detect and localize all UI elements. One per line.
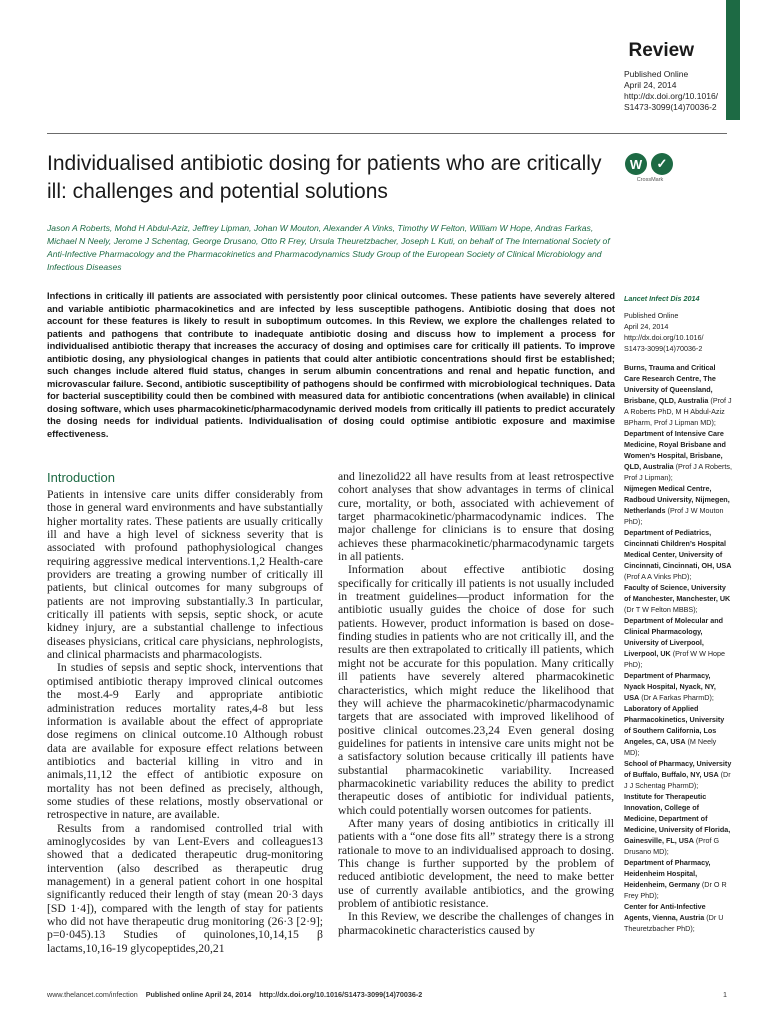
- journal-accent-bar: [726, 0, 740, 120]
- body-paragraph: After many years of dosing antibiotics in critically ill patients with a “one dose fits all” strategy there is a strong rationale to move to an individualised approach to dosing. This change is further supported by the problem of reduced antibiotic development, the need to make better use of currently available antibiotics, and the growing problem of antibiotic resistance.: [338, 816, 614, 910]
- affiliation-entry: [624, 615, 732, 670]
- affiliation-people: (Prof W W Hope PhD);: [624, 649, 726, 669]
- affiliation-people: (Prof G Drusano MD);: [624, 836, 720, 856]
- affiliation-people: (Prof A A Vinks PhD);: [624, 572, 692, 581]
- body-paragraph: Patients in intensive care units differ considerably from those in general ward environments and have substantially higher mortality rates. These patients are usually critically ill and have a high level of sickness severity that is associated with profound pathophysiological changes requiring aggressive medical interventions.1,2 Health-care providers are treating a growing number of critically ill patients, but clinical outcomes for many subgroups of patients are not improving substantially.3 In particular, critically ill patients with sepsis, septic shock, or acute kidney injury, are a substantial challenge to infectious diseases physicians, critical care physicians, nephrologists, and clinical pharmacists and pharmacologists.: [47, 488, 323, 662]
- affiliation-people: (Dr U Theuretzbacher PhD);: [624, 913, 724, 933]
- body-paragraph: and linezolid22 all have results from at least retrospective cohort analyses that show advantages in terms of clinical cure, mortality, or both, associated with achievement of target pharmacokinetic/pharmacodynamic indices. The major challenge for clinicians is to ensure that dosing achieves these pharmacokinetic/pharmacodynamic targets in all patients.: [338, 470, 614, 564]
- affiliation-institution: Laboratory of Applied Pharmacokinetics, University of Southern California, Los Angeles, CA, USA: [624, 704, 725, 746]
- page-footer: [47, 990, 727, 999]
- footer-doi-link[interactable]: http://dx.doi.org/10.1016/S1473-3099(14)70036-2: [259, 990, 423, 999]
- introduction-heading: Introduction: [47, 470, 115, 485]
- footer-site-link[interactable]: www.thelancet.com/infection: [47, 990, 138, 999]
- affiliation-entry: [624, 670, 732, 703]
- published-line: Published Online: [624, 311, 679, 320]
- crossmark-badge[interactable]: [625, 153, 675, 183]
- affiliation-people: (Dr O R Frey PhD);: [624, 880, 727, 900]
- doi-link[interactable]: http://dx.doi.org/10.1016/: [624, 333, 704, 342]
- body-paragraph: In studies of sepsis and septic shock, interventions that optimised antibiotic therapy improved clinical outcomes the most.4-9 Early and appropriate antibiotic administration reduces mortality rates,4-8 but less information is available about the effect of appropriate dose regimens on clinical outcome.10 Although robust data are available for exposure effect relations between antibiotics and bacterial killing in vitro and in animals,11,12 the effect of antibiotic exposure on mortality has not been defined as precisely, although, some studies of these relations, mostly observational or retrospective in nature, are available.: [47, 661, 323, 822]
- published-info: [624, 310, 732, 354]
- affiliation-institution: Burns, Trauma and Critical Care Research Centre, The University of Queensland, Brisbane, QLD, Australia: [624, 363, 716, 405]
- affiliation-entry: [624, 901, 732, 934]
- open-access-icon: W: [625, 153, 647, 175]
- affiliation-institution: Department of Pharmacy, Heidenheim Hospital, Heidenheim, Germany: [624, 858, 711, 889]
- affiliation-institution: Department of Pharmacy, Nyack Hospital, Nyack, NY, USA: [624, 671, 716, 702]
- affiliation-institution: Center for Anti-Infective Agents, Vienna, Austria: [624, 902, 706, 922]
- article-title: Individualised antibiotic dosing for patients who are critically ill: challenges and potential solutions: [47, 152, 602, 203]
- affiliation-people: (Dr J J Schentag PharmD);: [624, 770, 731, 790]
- published-line: April 24, 2014: [624, 322, 669, 331]
- affiliation-institution: Nijmegen Medical Centre, Radboud University, Nijmegen, Netherlands: [624, 484, 730, 515]
- author-list: Jason A Roberts, Mohd H Abdul-Aziz, Jeffrey Lipman, Johan W Mouton, Alexander A Vinks, Timothy W Felton, William W Hope, Andras Farkas, Michael N Neely, Jerome J Schentag, George Drusano, Otto R Frey, Ursula Theuretzbacher, Joseph L Kuti, on behalf of The International Society of Anti-Infective Pharmacology and the Pharmacokinetics and Pharmacodynamics Study Group of the European Society of Clinical Microbiology and Infectious Diseases: [47, 223, 610, 272]
- top-meta-line: April 24, 2014: [624, 80, 677, 90]
- affiliation-people: (Prof J W Mouton PhD);: [624, 506, 724, 526]
- affiliation-people: (Dr A Farkas PharmD);: [641, 693, 714, 702]
- affiliation-people: (Prof J A Roberts, Prof J Lipman);: [624, 462, 732, 482]
- section-label: Review: [628, 40, 694, 61]
- body-column-1: [47, 470, 323, 955]
- top-meta-line: http://dx.doi.org/10.1016/: [624, 91, 719, 101]
- crossmark-label: CrossMark: [636, 177, 664, 183]
- affiliation-institution: Department of Intensive Care Medicine, Royal Brisbane and Women’s Hospital, Brisbane, QLD, Australia: [624, 429, 726, 471]
- affiliations: [624, 362, 732, 934]
- affiliation-institution: Department of Pediatrics, Cincinnati Children’s Hospital Medical Center, University of Cincinnati, Cincinnati, OH, USA: [624, 528, 732, 570]
- body-column-2: [338, 470, 614, 937]
- body-paragraph: Information about effective antibiotic dosing specifically for critically ill patients is not usually included in treatment guidelines—product information for the antibiotic usually guides the choice of dose for such patients. However, product information is based on dose-finding studies in patients who are not critically ill, and the results are then extrapolated to critically ill patients, which might not be accurate for this population. Many critically ill patients have severely altered pharmacokinetic characteristics, which might reduce the likelihood that they will achieve the pharmacokinetic/pharmacodynamic targets that are associated with improved likelihood of positive clinical outcomes.23,24 Even general dosing guidelines for patients in intensive care units might not be a satisfactory solution because critically ill patients have substantial pharmacokinetic variability. Increased pharmacokinetic variability reduces the ability to predict therapeutic doses of antibiotic for individual patients, which could potentially worsen outcomes for patients.: [338, 563, 614, 817]
- affiliation-entry: [624, 527, 732, 582]
- affiliation-entry: [624, 428, 732, 483]
- affiliation-people: (Dr T W Felton MBBS);: [624, 605, 698, 614]
- affiliation-entry: [624, 362, 732, 428]
- crossmark-icon: ✓: [651, 153, 673, 175]
- page-number: 1: [723, 990, 727, 999]
- sidebar: [624, 293, 732, 934]
- doi-link[interactable]: S1473-3099(14)70036-2: [624, 344, 703, 353]
- affiliation-institution: School of Pharmacy, University of Buffalo, Buffalo, NY, USA: [624, 759, 732, 779]
- affiliation-entry: [624, 483, 732, 527]
- affiliation-entry: [624, 703, 732, 758]
- affiliation-entry: [624, 857, 732, 901]
- body-paragraph: In this Review, we describe the challenges of changes in pharmacokinetic characteristics caused by: [338, 910, 614, 937]
- abstract: Infections in critically ill patients are associated with persistently poor clinical outcomes. These patients have severely altered and variable antibiotic pharmacokinetics and are infected by less susceptible pathogens. Antibiotic dosing that does not account for these features is likely to result in suboptimum outcomes. In this Review, we explore the challenges related to patients and pathogens that contribute to inadequate antibiotic dosing and discuss how to implement a process for individualised antibiotic therapy that increases the accuracy of dosing and optimises care for critically ill patients. To improve antibiotic dosing, any physiological changes in patients that could alter antibiotic concentrations should first be established; such changes include altered fluid status, changes in serum albumin concentrations and renal and hepatic function, and microvascular failure. Second, antibiotic susceptibility of pathogens should be confirmed with microbiological techniques. Data for bacterial susceptibility could then be combined with measured data for antibiotic concentrations (when available) in clinical dosing software, which uses pharmacokinetic/pharmacodynamic derived models from critically ill patients to predict accurately the dosing needs for individual patients. Individualisation of dosing could optimise antibiotic exposure and maximise effectiveness.: [47, 291, 615, 439]
- top-meta-line: Published Online: [624, 69, 689, 79]
- affiliation-institution: Faculty of Science, University of Manchester, Manchester, UK: [624, 583, 731, 603]
- body-paragraph: Results from a randomised controlled trial with aminoglycosides by van Lent-Evers and colleagues13 showed that a dedicated therapeutic drug-monitoring intervention (also described as therapeutic drug management) in a general patient cohort in one hospital significantly reduced their length of stay (mean 20·3 days [SD 1·4]), compared with the length of stay for patients who did not have therapeutic drug monitoring (26·3 [2·9]; p=0·045).13 Studies of quinolones,10,14,15 β lactams,10,16-19 glycopeptides,20,21: [47, 821, 323, 955]
- footer-published: Published online April 24, 2014: [145, 990, 252, 999]
- affiliation-entry: [624, 582, 732, 615]
- affiliation-people: (M Neely MD);: [624, 737, 717, 757]
- affiliation-institution: Department of Molecular and Clinical Pharmacology, University of Liverpool, Liverpool, UK: [624, 616, 724, 658]
- top-publication-meta: [624, 69, 718, 113]
- affiliation-entry: [624, 791, 732, 857]
- affiliation-people: (Prof J A Roberts PhD, M H Abdul-Aziz BPharm, Prof J Lipman MD);: [624, 396, 732, 427]
- header-rule: [47, 133, 727, 134]
- affiliation-entry: [624, 758, 732, 791]
- top-meta-line: S1473-3099(14)70036-2: [624, 102, 717, 112]
- journal-citation: Lancet Infect Dis 2014: [624, 294, 700, 303]
- affiliation-institution: Institute for Therapeutic Innovation, College of Medicine, Department of Medicine, University of Florida, Gainesville, FL, USA: [624, 792, 731, 845]
